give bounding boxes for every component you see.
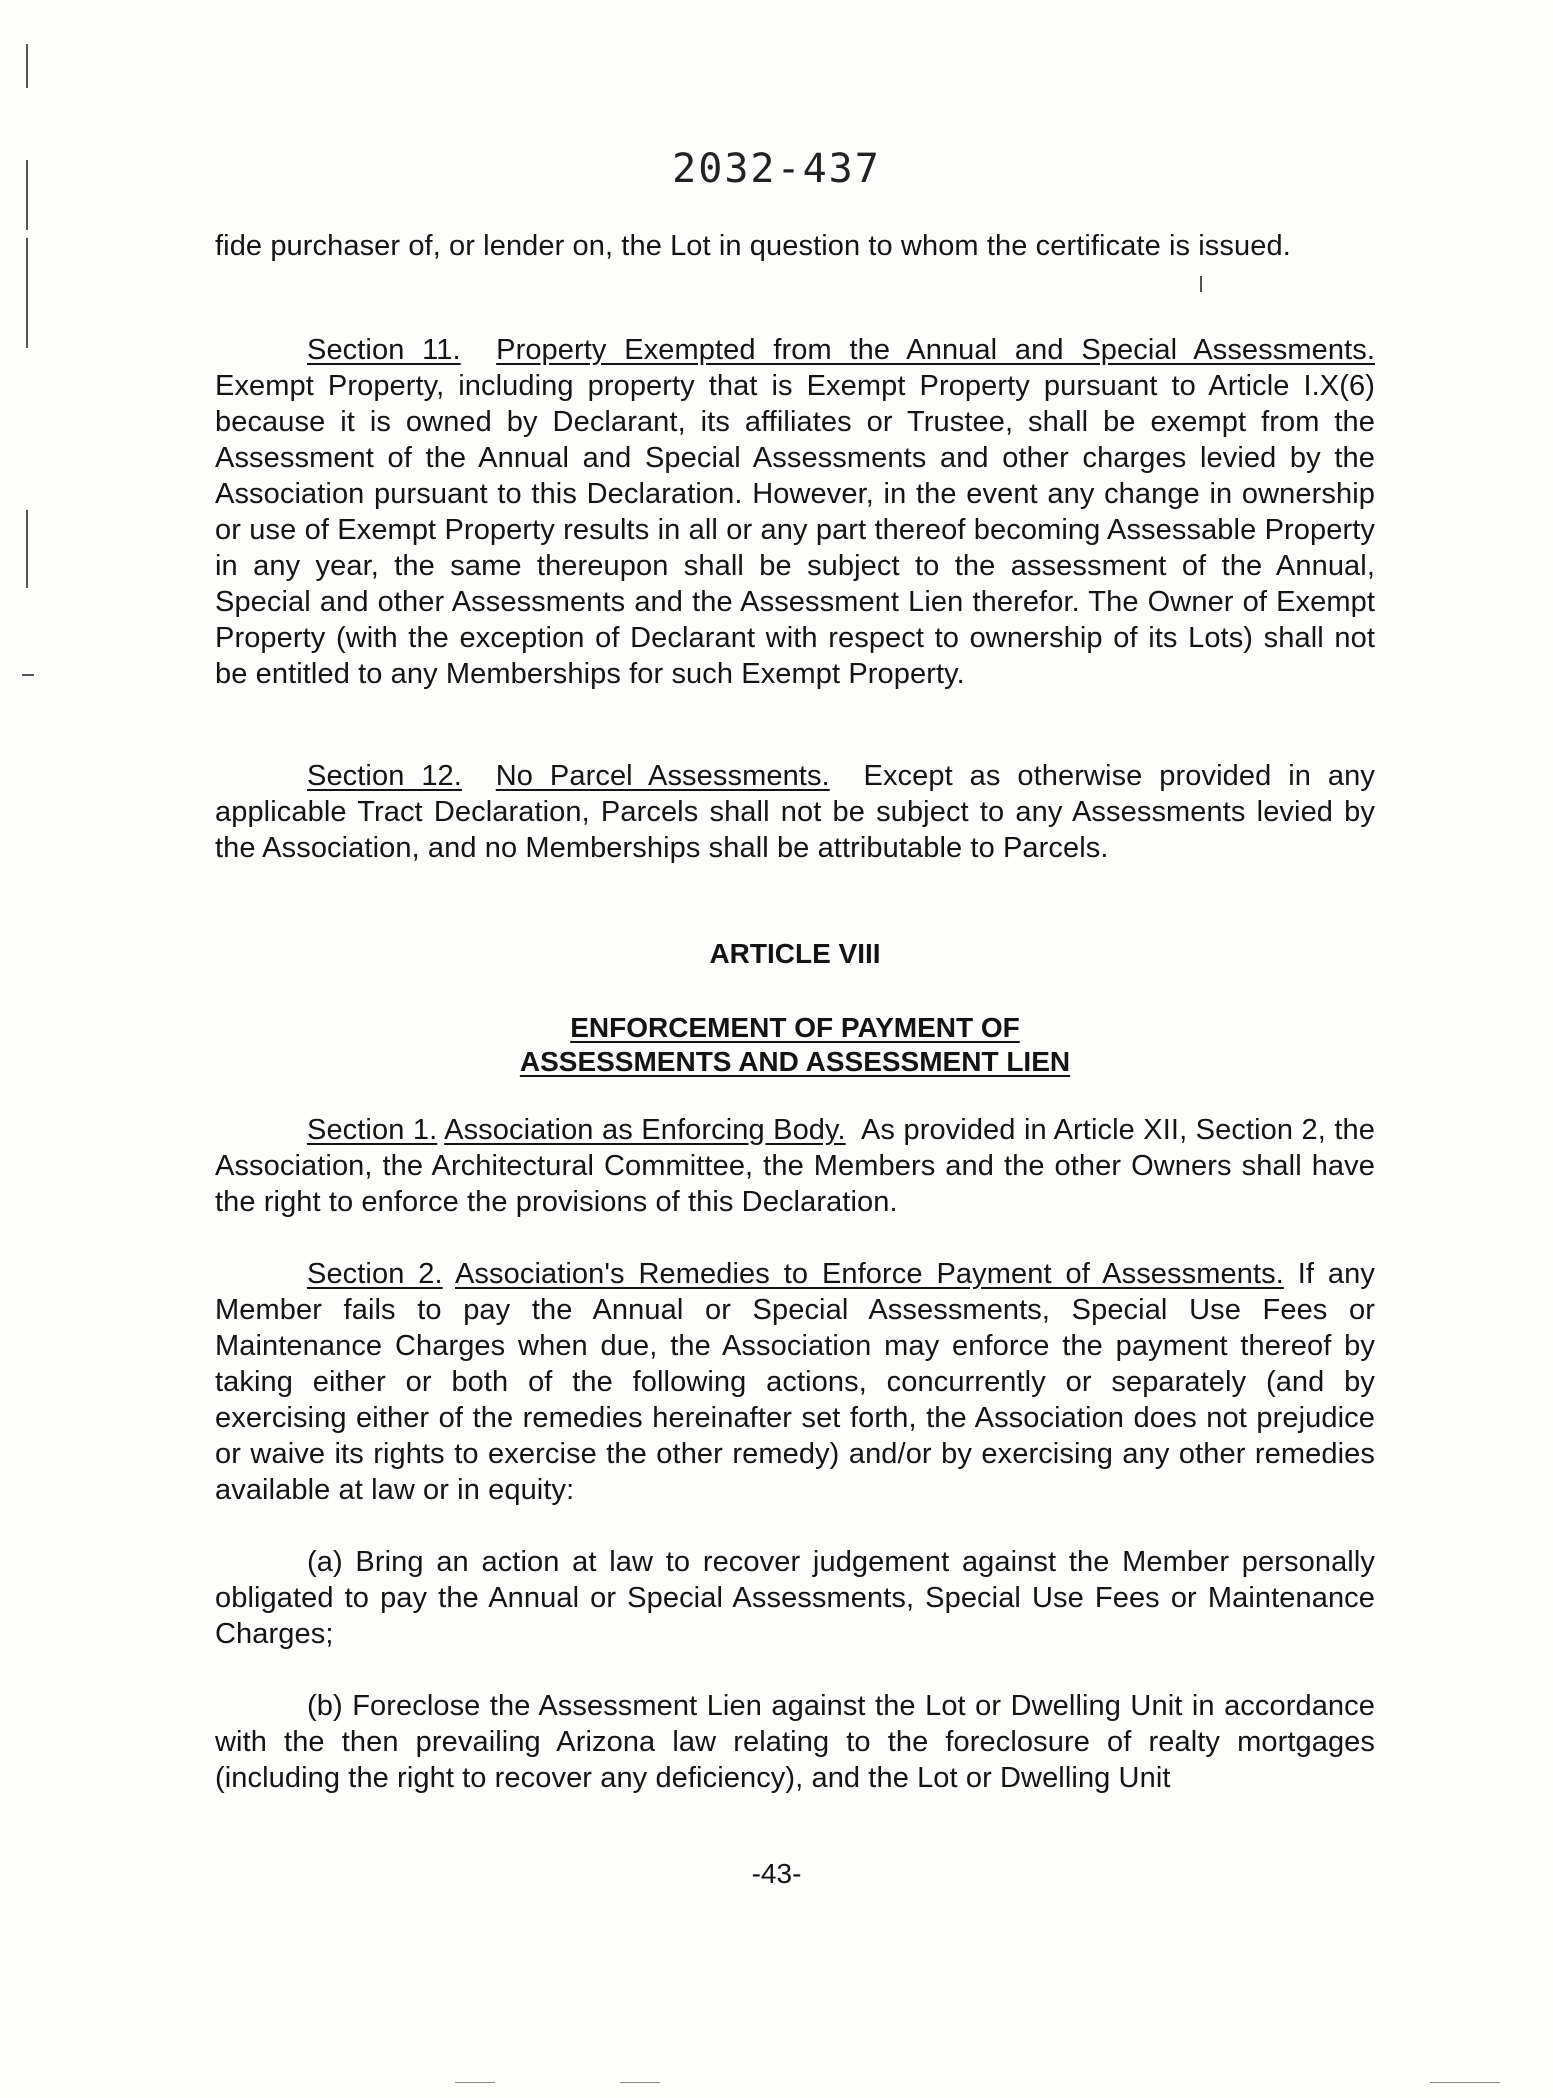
article-section-2-heading: Section 2. (307, 1258, 443, 1290)
scan-mark (1200, 276, 1202, 292)
page-number: -43- (751, 1858, 802, 1889)
scan-mark (620, 2082, 660, 2083)
section-11-heading: Section 11. (307, 334, 461, 366)
article-title-line1: ENFORCEMENT OF PAYMENT OF (570, 1012, 1020, 1043)
scan-mark (26, 510, 28, 588)
article-section-1-heading: Section 1. (307, 1114, 438, 1146)
section-12-paragraph (215, 758, 1375, 866)
article-title-line2: ASSESSMENTS AND ASSESSMENT LIEN (519, 1046, 1071, 1077)
continued-line: fide purchaser of, or lender on, the Lot in question to whom the certificate is issued. (215, 230, 1291, 262)
article-section-1-title: Association as Enforcing Body. (444, 1114, 846, 1146)
scan-mark (26, 238, 28, 348)
section-11-text: Exempt Property, including property that is Exempt Property pursuant to Article I.X(6) because it is owned by Declarant, its affiliates or Trustee, shall be exempt from the Assessment of the Annual and Special Assessments and other charges levied by the Association pursuant to this Declaration. However, in the event any change in ownership or use of Exempt Property results in all or any part thereof becoming Assessable Property in any year, the same thereupon shall be subject to the assessment of the Annual, Special and other Assessments and the Assessment Lien therefor. The Owner of Exempt Property (with the exception of Declarant with respect to ownership of its Lots) shall not be entitled to any Memberships for such Exempt Property. (215, 370, 1375, 690)
article-section-2-text: If any Member fails to pay the Annual or Special Assessments, Special Use Fees or Maintenance Charges when due, the Association may enforce the payment thereof by taking either or both of the following actions, concurrently or separately (and by exercising either of the remedies hereinafter set forth, the Association does not prejudice or waive its rights to exercise the other remedy) and/or by exercising any other remedies available at law or in equity: (215, 1258, 1375, 1506)
section-12-text: Except as otherwise provided in any applicable Tract Declaration, Parcels shall not be subject to any Assessments levied by the Association, and no Memberships shall be attributable to Parcels. (215, 760, 1375, 864)
scan-mark (455, 2082, 495, 2083)
document-number: 2032-437 (672, 146, 881, 192)
section-12-heading: Section 12. (307, 760, 462, 792)
section-11-paragraph (215, 332, 1375, 692)
article-section-2-title: Association's Remedies to Enforce Payment of Assessments. (454, 1258, 1284, 1290)
item-b-paragraph: (b) Foreclose the Assessment Lien against the Lot or Dwelling Unit in accordance with the then prevailing Arizona law relating to the foreclosure of realty mortgages (including the right to recover any deficiency), and the Lot or Dwelling Unit (215, 1690, 1375, 1794)
item-a-paragraph: (a) Bring an action at law to recover judgement against the Member personally obligated to pay the Annual or Special Assessments, Special Use Fees or Maintenance Charges; (215, 1546, 1375, 1650)
scan-mark (26, 44, 28, 88)
section-11-title: Property Exempted from the Annual and Special Assessments. (496, 334, 1375, 366)
article-section-2-paragraph (215, 1256, 1375, 1508)
article-section-1-paragraph (215, 1112, 1375, 1220)
scan-mark (1430, 2082, 1500, 2083)
scan-mark (22, 674, 34, 676)
article-section-1-text: As provided in Article XII, Section 2, the Association, the Architectural Committee, the Members and the other Owners shall have the right to enforce the provisions of this Declaration. (215, 1114, 1376, 1218)
article-number: ARTICLE VIII (709, 938, 881, 969)
section-12-title: No Parcel Assessments. (495, 760, 830, 792)
